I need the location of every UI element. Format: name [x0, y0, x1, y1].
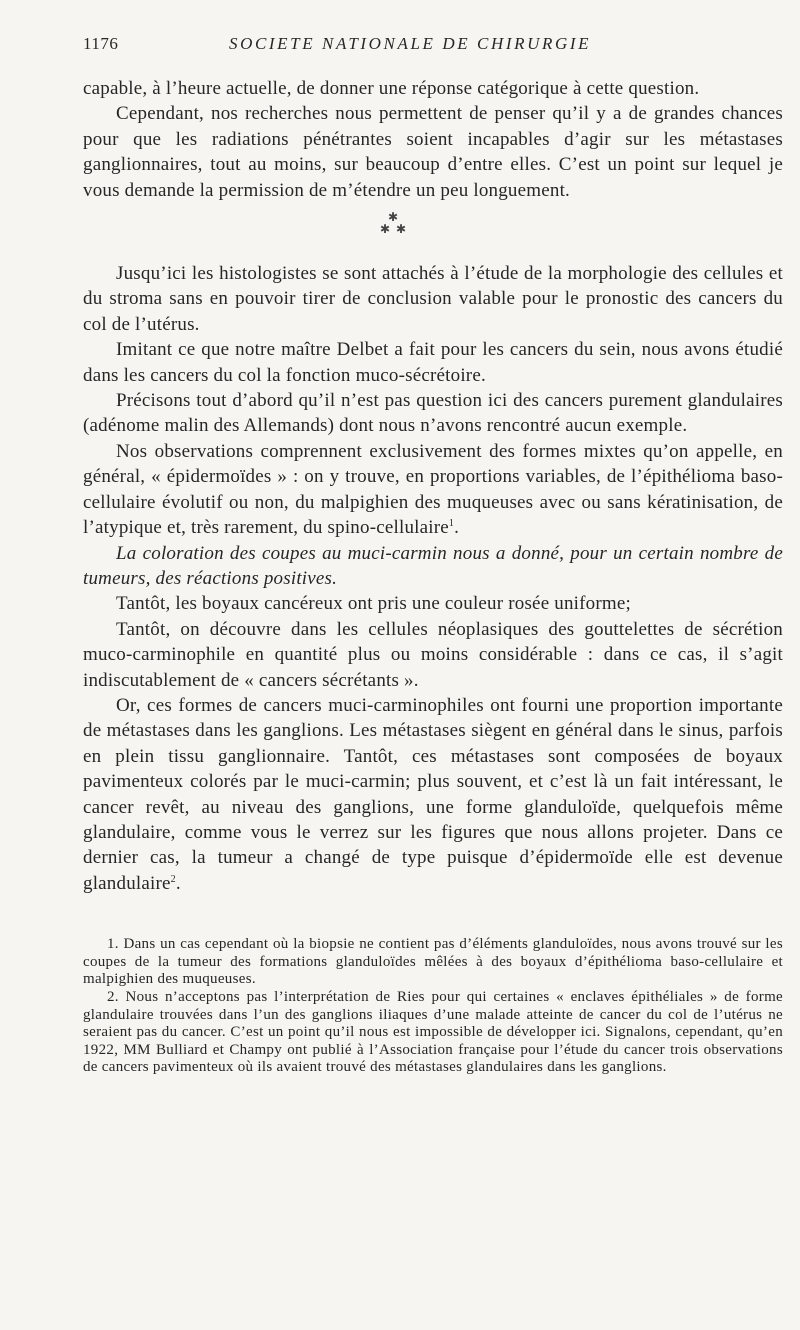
- paragraph-continuation: capable, à l’heure actuelle, de donner une réponse catégorique à cette question.: [83, 78, 700, 99]
- footnote-reference-1: 1: [448, 518, 455, 530]
- footnote-2: 2. Nous n’acceptons pas l’interprétation de Ries pour qui certaines « enclaves épithéliales » de forme glandulaire trouvées dans l’un des ganglions iliaques d’une malade atteinte de cancer du col de l’utérus ne seraient pas du cancer. C’est un point qu’il nous est impossible de développer ici. Signalons, cependant, qu’en 1922, MM Bulliard et Champy ont publié à l’Association française pour l’étude du cancer trois observations de cancers pavimenteux où ils avaient trouvé des métastases glandulaires dans les ganglions.: [83, 988, 783, 1076]
- footnote-1: 1. Dans un cas cependant où la biopsie ne contient pas d’éléments glanduloïdes, nous avons trouvé sur les coupes de la tumeur des formations glanduloïdes mêlées à des boyaux d’épithélioma baso-cellulaire et malpighien des muqueuses.: [83, 936, 783, 988]
- footnotes: [83, 936, 783, 1077]
- footnote-reference-2: 2: [170, 873, 176, 885]
- separator-star-top: ✱: [388, 210, 399, 225]
- paragraph-histologists: Jusqu’ici les histologistes se sont attachés à l’étude de la morphologie des cellules et du stroma sans en pouvoir tirer de conclusion valable pour le pronostic des cancers du col de l’utérus.: [83, 263, 783, 335]
- paragraph-secretory-droplets: Tantôt, on découvre dans les cellules néoplasiques des gouttelettes de sécrétion muco-carminophile en quantité plus ou moins considérable : dans ce cas, il s’agit indiscutablement de « cancers sécrétants ».: [83, 618, 783, 691]
- paragraph-rosy-color: Tantôt, les boyaux cancéreux ont pris une couleur rosée uniforme;: [116, 593, 631, 615]
- paragraph-coloration: La coloration des coupes au muci-carmin nous a donné, pour un certain nombre de tumeurs, des réactions positives.: [83, 542, 783, 589]
- paragraph-delbet: Imitant ce que notre maître Delbet a fait pour les cancers du sein, nous avons étudié dans les cancers du col la fonction muco-sécrétoire.: [83, 339, 783, 386]
- section-separator: [83, 203, 783, 261]
- observations-period: .: [454, 517, 460, 539]
- observations-text: Nos observations comprennent exclusivement des formes mixtes qu’on appelle, en général, « épidermoïdes » : on y trouve, en proportions variables, de l’épithélioma baso-cellulaire évolutif ou non, du malpighien des muqueuses avec ou sans kératinisation, de l’atypique et, très rarement, du spino-cellulaire: [83, 440, 783, 539]
- journal-title: SOCIETE NATIONALE DE CHIRURGIE: [229, 34, 592, 53]
- paragraph-glandular-cancers: Précisons tout d’abord qu’il n’est pas question ici des cancers purement glandulaires (adénome malin des Allemands) dont nous n’avons rencontré aucun exemple.: [83, 390, 783, 437]
- separator-star-left: ✱: [380, 222, 391, 237]
- running-header: [83, 34, 783, 62]
- paragraph-metastases: [83, 693, 783, 896]
- document-page: [83, 34, 783, 1077]
- article-body: [83, 76, 783, 896]
- metastases-period: .: [175, 872, 181, 894]
- paragraph-research: Cependant, nos recherches nous permettent de penser qu’il y a de grandes chances pour que les radiations pénétrantes soient incapables d’agir sur les métastases ganglionnaires, tout au moins, sur beaucoup d’entre elles. C’est un point sur lequel je vous demande la permission de m’étendre un peu longuement.: [83, 103, 783, 201]
- metastases-text: Or, ces formes de cancers muci-carminophiles ont fourni une proportion importante de métastases dans les ganglions. Les métastases siègent en général dans le sinus, parfois en plein tissu ganglionnaire. Tantôt, ces métastases sont composées de boyaux pavimenteux colorés par le muci-carmin; plus souvent, et c’est là un fait intéressant, le cancer revêt, au niveau des ganglions, une forme glanduloïde, quelquefois même glandulaire, comme vous le verrez sur les figures que nous allons projeter. Dans ce dernier cas, la tumeur a changé de type puisque d’épidermoïde elle est devenue glandulaire: [83, 694, 783, 894]
- paragraph-observations: [83, 439, 783, 541]
- separator-star-right: ✱: [396, 222, 407, 237]
- page-number: 1176: [83, 34, 119, 53]
